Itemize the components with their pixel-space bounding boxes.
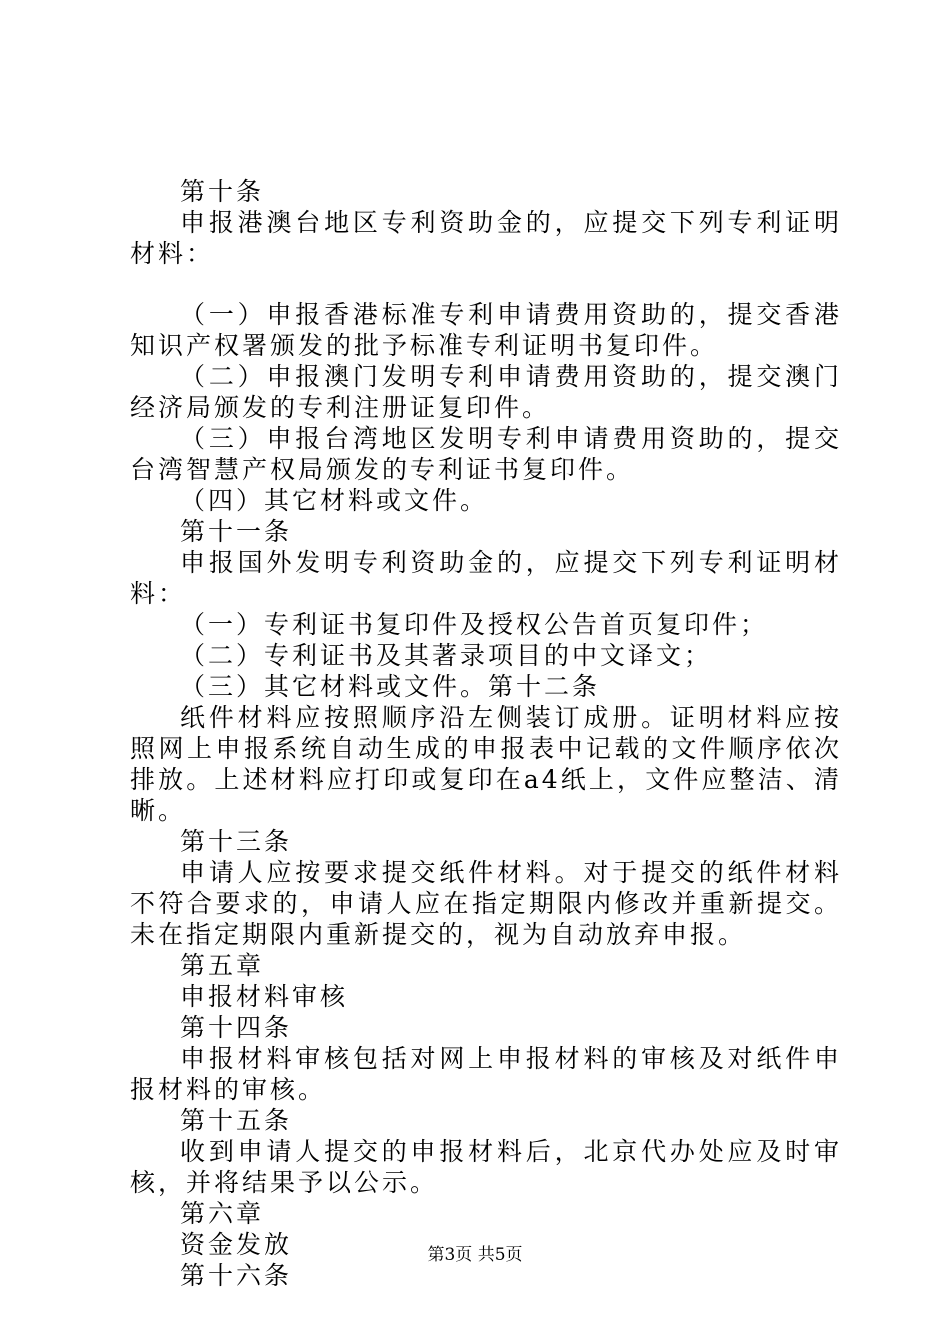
chapter-heading: 第五章 <box>180 951 265 980</box>
article-heading: 第十四条 <box>180 1013 293 1042</box>
document-body <box>130 176 842 1291</box>
list-item: （三）申报台湾地区发明专利申请费用资助的，提交台湾智慧产权局颁发的专利证书复印件。 <box>130 424 842 484</box>
article-heading: 第十三条 <box>180 827 293 856</box>
list-item: （二）申报澳门发明专利申请费用资助的，提交澳门经济局颁发的专利注册证复印件。 <box>130 362 842 422</box>
article-heading: 第十六条 <box>180 1261 293 1290</box>
paragraph: 申请人应按要求提交纸件材料。对于提交的纸件材料不符合要求的，申请人应在指定期限内修改并重新提交。未在指定期限内重新提交的，视为自动放弃申报。 <box>130 858 842 949</box>
chapter-title: 申报材料审核 <box>180 982 349 1011</box>
paragraph: 申报港澳台地区专利资助金的，应提交下列专利证明材料： <box>130 208 842 268</box>
paragraph: 收到申请人提交的申报材料后，北京代办处应及时审核，并将结果予以公示。 <box>130 1137 842 1197</box>
list-item: （一）专利证书复印件及授权公告首页复印件； <box>180 610 769 639</box>
article-heading: 第十五条 <box>180 1106 293 1135</box>
list-item: （一）申报香港标准专利申请费用资助的，提交香港知识产权署颁发的批予标准专利证明书复印件。 <box>130 300 842 360</box>
list-item: （四）其它材料或文件。 <box>180 486 489 515</box>
page-number-footer: 第3页 共5页 <box>427 1245 523 1265</box>
chapter-heading: 第六章 <box>180 1199 265 1228</box>
list-item: （三）其它材料或文件。第十二条 <box>180 672 601 701</box>
list-item: （二）专利证书及其著录项目的中文译文； <box>180 641 713 670</box>
paragraph: 申报国外发明专利资助金的，应提交下列专利证明材料： <box>130 548 842 608</box>
paragraph: 申报材料审核包括对网上申报材料的审核及对纸件申报材料的审核。 <box>130 1044 842 1104</box>
article-heading: 第十条 <box>180 177 265 206</box>
article-heading: 第十一条 <box>180 517 293 546</box>
paragraph: 纸件材料应按照顺序沿左侧装订成册。证明材料应按照网上申报系统自动生成的申报表中记载的文件顺序依次排放。上述材料应打印或复印在a4纸上，文件应整洁、清晰。 <box>130 703 842 825</box>
chapter-title: 资金发放 <box>180 1230 293 1259</box>
blank-line <box>130 269 842 299</box>
